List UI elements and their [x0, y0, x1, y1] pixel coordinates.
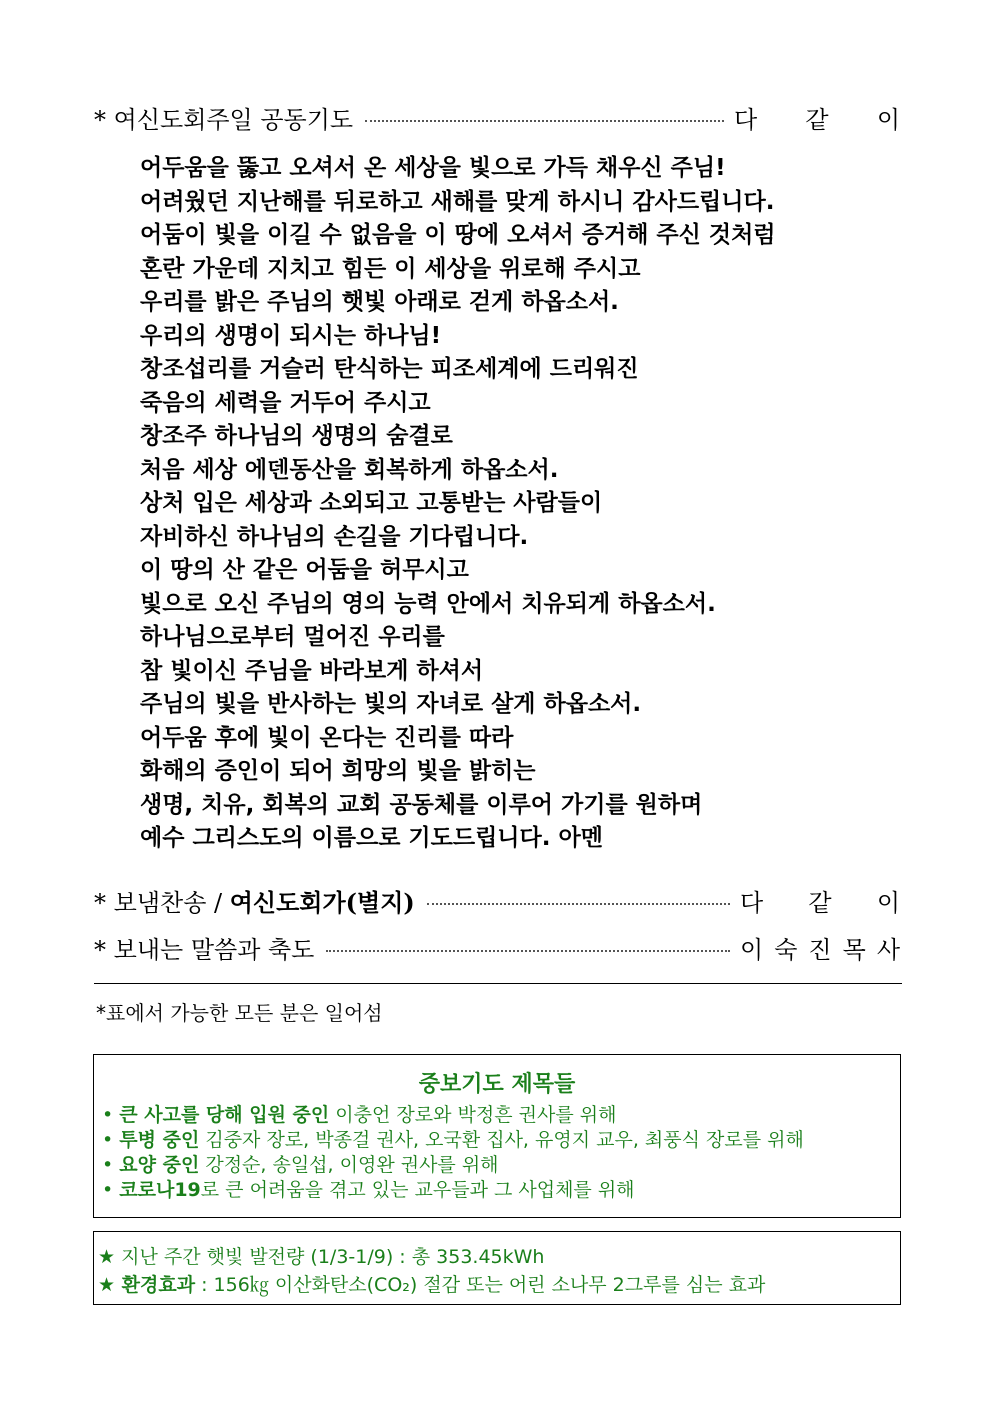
marker: *: [94, 936, 106, 964]
solar-box: [93, 1231, 901, 1305]
prayer-line: 화해의 증인이 되어 희망의 빛을 밝히는: [140, 758, 536, 784]
marker: *: [94, 889, 106, 917]
marker: *: [94, 106, 106, 134]
prayer-line: 어두움을 뚫고 오셔서 온 세상을 빛으로 가득 채우신 주님!: [140, 155, 726, 181]
prayer-line: 죽음의 세력을 거두어 주시고: [140, 389, 431, 416]
standing-note: *표에서 가능한 모든 분은 일어섬: [96, 1001, 383, 1025]
item-who: 다 같 이: [734, 106, 900, 134]
leader-dots: [365, 120, 724, 122]
prayer-line: 창조섭리를 거슬러 탄식하는 피조세계에 드리워진: [140, 356, 639, 382]
prayer-line: 창조주 하나님의 생명의 숨결로: [140, 423, 453, 449]
item-label: 여신도회주일 공동기도: [113, 106, 354, 134]
intercession-list: [102, 1103, 804, 1203]
prayer-line: 이 땅의 산 같은 어둠을 허무시고: [140, 557, 469, 583]
list-item: • 큰 사고를 당해 입원 중인 이충언 장로와 박정흔 권사를 위해: [102, 1104, 617, 1126]
leader-dots: [326, 950, 730, 952]
prayer-line: 혼란 가운데 지치고 힘든 이 세상을 위로해 주시고: [140, 255, 641, 282]
program-item-prayer: [94, 100, 900, 135]
item-label-bold: 여신도회가(별지): [229, 888, 415, 917]
prayer-line: 우리를 밝은 주님의 햇빛 아래로 걷게 하옵소서.: [140, 289, 619, 315]
item-who: 이 숙 진 목 사: [740, 936, 900, 964]
divider: [94, 983, 902, 984]
list-item: • 코로나19로 큰 어려움을 겪고 있는 교우들과 그 사업체를 위해: [102, 1179, 635, 1201]
prayer-line: 처음 세상 에덴동산을 회복하게 하옵소서.: [140, 456, 559, 483]
solar-output-line: ★ 지난 주간 햇빛 발전량 (1/3-1/9) : 총 353.45kWh: [98, 1246, 545, 1268]
star-icon: ★: [98, 1274, 116, 1296]
star-icon: ★: [98, 1246, 116, 1268]
prayer-line: 어두움 후에 빛이 온다는 진리를 따라: [140, 724, 514, 751]
prayer-line: 어려웠던 지난해를 뒤로하고 새해를 맞게 하시니 감사드립니다.: [140, 188, 775, 215]
prayer-line: 자비하신 하나님의 손길을 기다립니다.: [140, 523, 529, 550]
prayer-line: 주님의 빛을 반사하는 빛의 자녀로 살게 하옵소서.: [140, 691, 642, 717]
item-label: 보내는 말씀과 축도: [113, 936, 315, 964]
prayer-text: [140, 152, 776, 856]
intercession-box: [93, 1054, 901, 1218]
prayer-line: 참 빛이신 주님을 바라보게 하셔서: [140, 657, 484, 684]
program-item-benediction: [94, 930, 900, 965]
program-item-hymn: [94, 883, 900, 918]
prayer-line: 상처 입은 세상과 소외되고 고통받는 사람들이: [140, 490, 603, 516]
prayer-line: 우리의 생명이 되시는 하나님!: [140, 322, 442, 349]
prayer-line: 예수 그리스도의 이름으로 기도드립니다. 아멘: [140, 825, 603, 851]
item-who: 다 같 이: [740, 889, 900, 917]
leader-dots: [427, 903, 730, 905]
prayer-line: 빛으로 오신 주님의 영의 능력 안에서 치유되게 하옵소서.: [140, 590, 716, 617]
list-item: • 투병 중인 김중자 장로, 박종걸 권사, 오국환 집사, 유영지 교우, 최풍식 장로를 위해: [102, 1129, 804, 1151]
solar-effect-line: ★ 환경효과 : 156㎏ 이산화탄소(CO₂) 절감 또는 어린 소나무 2그루를 심는 효과: [98, 1274, 766, 1296]
item-label: 보냄찬송 /: [113, 889, 230, 917]
prayer-line: 생명, 치유, 회복의 교회 공동체를 이루어 가기를 원하며: [140, 791, 703, 818]
prayer-line: 하나님으로부터 멀어진 우리를: [140, 624, 445, 650]
prayer-line: 어둠이 빛을 이길 수 없음을 이 땅에 오셔서 증거해 주신 것처럼: [140, 222, 776, 248]
list-item: • 요양 중인 강정순, 송일섭, 이영완 권사를 위해: [102, 1154, 499, 1176]
intercession-title: 중보기도 제목들: [418, 1072, 576, 1097]
